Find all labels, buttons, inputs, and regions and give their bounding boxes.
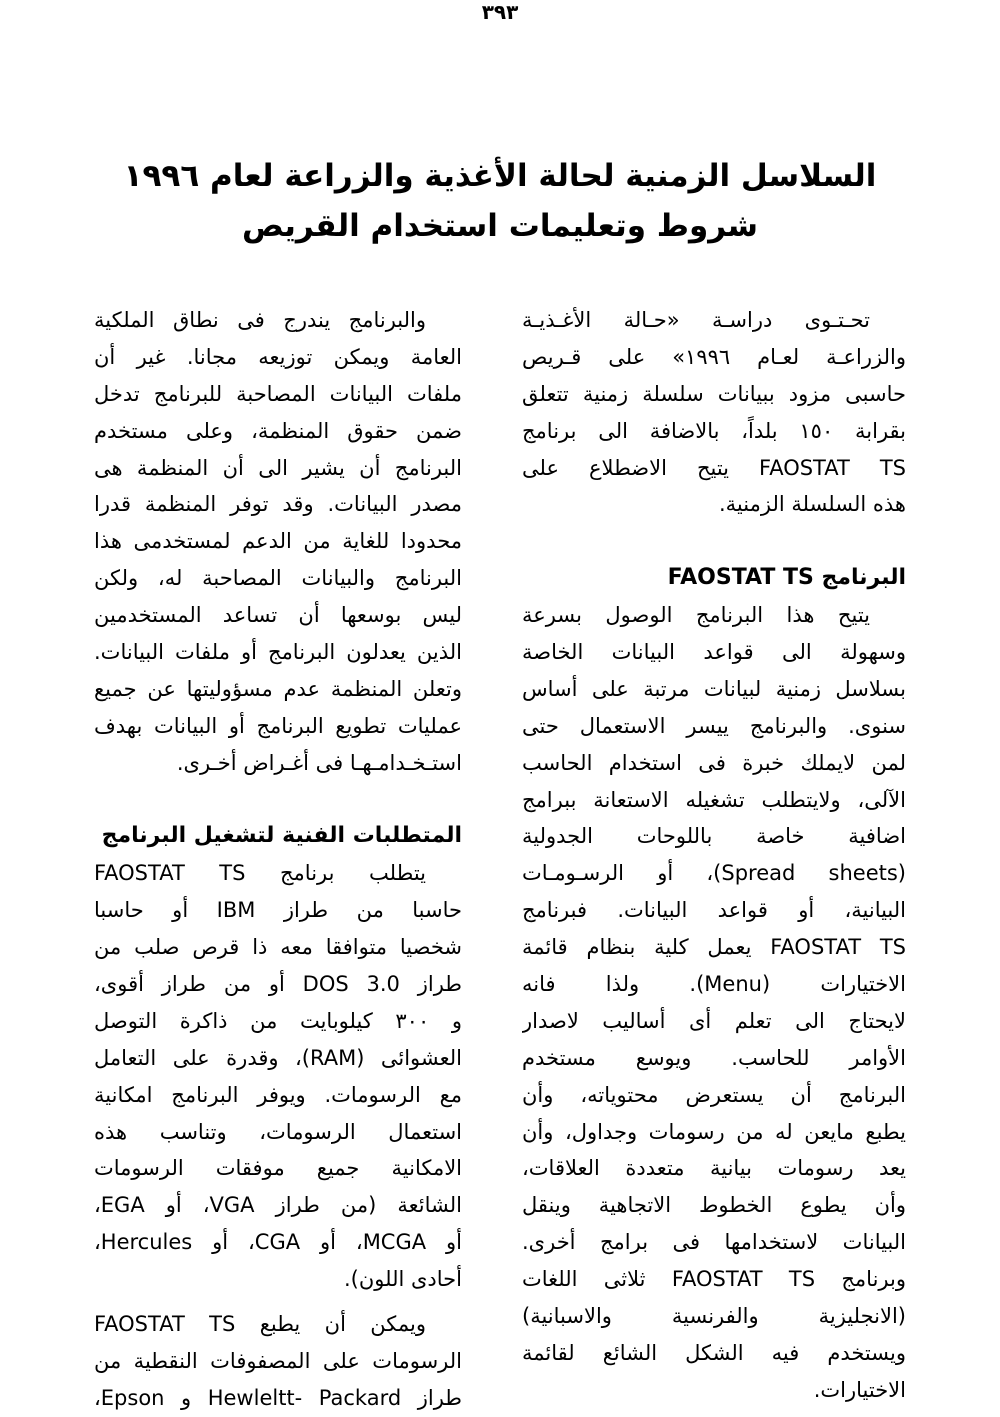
paragraph-gap bbox=[94, 782, 462, 819]
text-line: الاختيارات (Menu). ولذا فانه bbox=[522, 972, 906, 997]
text-line: بسلاسل زمنية لبيانات مرتبة على أساس bbox=[522, 676, 906, 701]
paragraph bbox=[94, 1306, 462, 1417]
text-line: يتيح هذا البرنامج الوصول بسرعة bbox=[522, 603, 870, 628]
text-line: حاسبا من طراز IBM أو حاسبا bbox=[94, 898, 462, 923]
text-line: هذه السلسلة الزمنية. bbox=[719, 492, 906, 517]
text-line: ويستخدم فيه الشكل الشائع لقائمة bbox=[522, 1340, 906, 1365]
text-line: استـخـدامـهـا فى أغـراض أخـرى. bbox=[176, 750, 462, 775]
text-line: البيانية، أو قواعد البيانات. فبرنامج bbox=[522, 898, 906, 923]
text-line: وبرنامج FAOSTAT TS ثلاثى اللغات bbox=[522, 1267, 906, 1292]
text-line: استعمال الرسومات، وتناسب هذه bbox=[94, 1119, 462, 1144]
text-line: البرنامج أن يستعرض محتوياته، وأن bbox=[522, 1082, 906, 1107]
text-line: حاسبى مزود ببيانات سلسلة زمنية تتعلق bbox=[522, 381, 906, 406]
text-line: والبرنامج يندرج فى نطاق الملكية bbox=[94, 308, 426, 332]
section-heading: البرنامج FAOSTAT TS bbox=[667, 565, 906, 591]
text-line: الرسومات على المصفوفات النقطية من bbox=[94, 1348, 462, 1373]
text-line: ضمن حقوق المنظمة، وعلى مستخدم bbox=[94, 418, 462, 443]
text-line: طراز DOS 3.0 أو من طراز أقوى، bbox=[94, 972, 462, 997]
page-number: ٣٩٣ bbox=[481, 0, 519, 24]
text-line: مصدر البيانات. وقد توفر المنظمة قدرا bbox=[94, 492, 462, 517]
text-line: والزراعـة لعـام ١٩٩٦» على قـريص bbox=[522, 344, 906, 369]
text-line: (Spread sheets)، أو الرسـومـات bbox=[522, 861, 906, 886]
text-line: الأوامر للحاسب. ويوسع مستخدم bbox=[522, 1045, 906, 1070]
text-line: أحادى اللون). bbox=[343, 1267, 462, 1292]
left-column bbox=[94, 302, 462, 1417]
text-line: طراز Hewleltt- Packard و Epson، bbox=[94, 1385, 462, 1410]
paragraph bbox=[94, 855, 462, 1298]
text-line: لايحتاج الى تعلم أى أساليب لاصدار bbox=[522, 1008, 906, 1033]
right-column bbox=[522, 302, 906, 1409]
text-line: اضافية خاصة باللوحات الجدولية bbox=[522, 824, 906, 849]
text-line: الامكانية جميع موفقات الرسومات bbox=[94, 1156, 462, 1181]
text-line: و ٣٠٠ كيلوبايت من ذاكرة التوصل bbox=[94, 1008, 462, 1033]
text-line: يتطلب برنامج FAOSTAT TS bbox=[94, 861, 426, 886]
title-line-1: السلاسل الزمنية لحالة الأغذية والزراعة لعام ١٩٩٦ bbox=[123, 158, 877, 194]
text-line: تحـتـوى دراسـة «حـالة الأغـذيـة bbox=[522, 308, 870, 332]
paragraph bbox=[94, 302, 462, 782]
text-line: محدودا للغاية من الدعم لمستخدمى هذا bbox=[94, 529, 462, 554]
text-line: وأن يطوع الخطوط الاتجاهية وينقل bbox=[522, 1193, 906, 1218]
text-line: بقرابة ١٥٠ بلداً، بالاضافة الى برنامج bbox=[522, 418, 906, 443]
text-line: البرنامج والبيانات المصاحبة له، ولكن bbox=[94, 566, 462, 591]
text-line: سنوى. والبرنامج ييسر الاستعمال حتى bbox=[522, 713, 906, 738]
text-line: وسهولة الى قواعد البيانات الخاصة bbox=[522, 640, 906, 665]
text-line: ويمكن أن يطبع FAOSTAT TS bbox=[94, 1312, 426, 1337]
text-line: الذين يعدلون البرنامج أو ملفات البيانات. bbox=[94, 640, 462, 665]
section-heading: المتطلبات الفنية لتشغيل البرنامج bbox=[101, 823, 462, 849]
text-line: FAOSTAT TS يتيح الاضطلاع على bbox=[522, 455, 906, 480]
text-line: العشوائى (RAM)، وقدرة على التعامل bbox=[94, 1045, 462, 1070]
text-line: ليس بوسعها أن تساعد المستخدمين bbox=[94, 603, 462, 628]
text-line: الشائعة (من طراز VGA، أو EGA، bbox=[94, 1193, 462, 1218]
text-line: أو MCGA، أو CGA، أو Hercules، bbox=[94, 1230, 462, 1255]
text-line: (الانجليزية والفرنسية والاسبانية) bbox=[522, 1304, 906, 1329]
paragraph bbox=[522, 302, 906, 523]
paragraph bbox=[522, 597, 906, 1409]
text-line: البرنامج أن يشير الى أن المنظمة هى bbox=[94, 455, 462, 480]
text-line: يطبع مايعن له من رسومات وجداول، وأن bbox=[522, 1119, 906, 1144]
paragraph-gap bbox=[94, 1298, 462, 1306]
paragraph-gap bbox=[522, 523, 906, 560]
text-line: لمن لايملك خبرة فى استخدام الحاسب bbox=[522, 750, 906, 775]
text-line: شخصيا متوافقا معه ذا قرص صلب من bbox=[94, 935, 462, 960]
text-line: FAOSTAT TS يعمل كلية بنظام قائمة bbox=[522, 935, 906, 960]
text-line: الآلى، ولايتطلب تشغيله الاستعانة ببرامج bbox=[522, 787, 906, 812]
text-line: الاختيارات. bbox=[813, 1377, 906, 1402]
title-line-2: شروط وتعليمات استخدام القريص bbox=[241, 208, 759, 244]
text-line: مع الرسومات. ويوفر البرنامج امكانية bbox=[94, 1082, 462, 1107]
text-line: يعد رسومات بيانية متعددة العلاقات، bbox=[522, 1156, 906, 1181]
text-line: العامة ويمكن توزيعه مجانا. غير أن bbox=[94, 344, 462, 369]
text-line: ملفات البيانات المصاحبة للبرنامج تدخل bbox=[94, 381, 462, 406]
text-line: البيانات لاستخدامها فى برامج أخرى. bbox=[522, 1230, 906, 1255]
text-line: عمليات تطويع البرنامج أو البيانات بهدف bbox=[94, 713, 462, 738]
text-line: وتعلن المنظمة عدم مسؤوليتها عن جميع bbox=[94, 676, 462, 701]
